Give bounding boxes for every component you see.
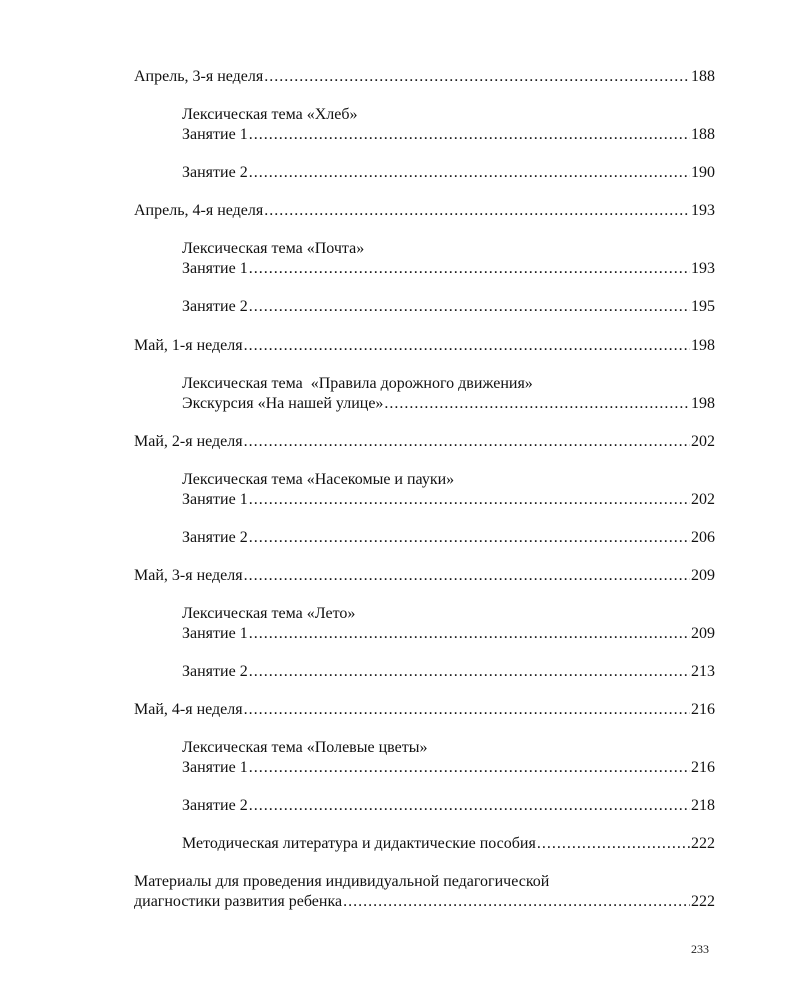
dot-leader bbox=[249, 125, 690, 145]
toc-entry-label: Апрель, 4-я неделя bbox=[134, 202, 264, 219]
toc-topic-mail bbox=[182, 239, 715, 259]
toc-topic-label: Лексическая тема «Хлеб» bbox=[182, 106, 358, 123]
toc-entry-label: Занятие 1 bbox=[182, 759, 248, 776]
dot-leader bbox=[249, 662, 690, 682]
toc-entry-label: Материалы для проведения индивидуальной педагогической bbox=[134, 873, 550, 890]
toc-entry-lesson-2[interactable] bbox=[182, 796, 715, 816]
toc-topic-label: Лексическая тема «Правила дорожного движения» bbox=[182, 375, 533, 392]
dot-leader bbox=[244, 336, 690, 356]
toc-entry-page: 222 bbox=[691, 893, 715, 910]
dot-leader bbox=[264, 67, 690, 87]
toc-entry-label: Занятие 1 bbox=[182, 491, 248, 508]
toc-entry-lesson-1[interactable] bbox=[182, 259, 715, 279]
dot-leader bbox=[249, 490, 690, 510]
toc-entry-may-week-4[interactable] bbox=[134, 700, 715, 720]
dot-leader bbox=[244, 432, 690, 452]
toc-entry-label: Методическая литература и дидактические пособия bbox=[182, 835, 536, 852]
toc-entry-lesson-1[interactable] bbox=[182, 758, 715, 778]
toc-topic-wildflowers bbox=[182, 738, 715, 758]
toc-topic-bread bbox=[182, 105, 715, 125]
toc-entry-label: Экскурсия «На нашей улице» bbox=[182, 395, 384, 412]
toc-entry-page: 218 bbox=[691, 797, 715, 814]
toc-entry-page: 198 bbox=[691, 337, 715, 354]
dot-leader bbox=[244, 700, 690, 720]
toc-entry-lesson-2[interactable] bbox=[182, 662, 715, 682]
toc-entry-label: Занятие 2 bbox=[182, 529, 248, 546]
toc-entry-label: Занятие 2 bbox=[182, 797, 248, 814]
toc-entry-april-week-3[interactable] bbox=[134, 67, 715, 87]
page-number: 233 bbox=[691, 942, 709, 956]
toc-topic-label: Лексическая тема «Почта» bbox=[182, 240, 365, 257]
toc-entry-label: Занятие 2 bbox=[182, 298, 248, 315]
toc-entry-label: Занятие 1 bbox=[182, 625, 248, 642]
toc-entry-page: 202 bbox=[691, 433, 715, 450]
toc-topic-label: Лексическая тема «Насекомые и пауки» bbox=[182, 471, 455, 488]
toc-entry-page: 195 bbox=[691, 298, 715, 315]
toc-entry-label: Апрель, 3-я неделя bbox=[134, 68, 264, 85]
toc-entry-page: 209 bbox=[691, 567, 715, 584]
toc-topic-traffic-rules bbox=[182, 374, 715, 394]
toc-entry-label: Май, 3-я неделя bbox=[134, 567, 243, 584]
toc-entry-lesson-2[interactable] bbox=[182, 297, 715, 317]
toc-entry-may-week-1[interactable] bbox=[134, 336, 715, 356]
toc-entry-page: 222 bbox=[691, 835, 715, 852]
toc-entry-lesson-1[interactable] bbox=[182, 624, 715, 644]
toc-entry-page: 193 bbox=[691, 260, 715, 277]
toc-entry-label: Занятие 1 bbox=[182, 126, 248, 143]
toc-entry-page: 209 bbox=[691, 625, 715, 642]
toc-entry-label: Занятие 1 bbox=[182, 260, 248, 277]
toc-topic-label: Лексическая тема «Полевые цветы» bbox=[182, 739, 428, 756]
toc-entry-page: 213 bbox=[691, 663, 715, 680]
toc-entry-label: Май, 2-я неделя bbox=[134, 433, 243, 450]
toc-entry-diagnostics-line-1 bbox=[134, 872, 715, 892]
toc-entry-page: 206 bbox=[691, 529, 715, 546]
toc-entry-lesson-2[interactable] bbox=[182, 528, 715, 548]
dot-leader bbox=[343, 892, 690, 912]
toc-entry-lesson-2[interactable] bbox=[182, 163, 715, 183]
toc-entry-page: 198 bbox=[691, 395, 715, 412]
dot-leader bbox=[244, 566, 690, 586]
toc-entry-label: Май, 4-я неделя bbox=[134, 701, 243, 718]
toc-entry-page: 193 bbox=[691, 202, 715, 219]
dot-leader bbox=[264, 201, 690, 221]
toc-entry-label: Занятие 2 bbox=[182, 164, 248, 181]
dot-leader bbox=[249, 796, 690, 816]
dot-leader bbox=[249, 163, 690, 183]
dot-leader bbox=[249, 624, 690, 644]
dot-leader bbox=[249, 259, 690, 279]
toc-entry-label: Май, 1-я неделя bbox=[134, 337, 243, 354]
toc-entry-page: 188 bbox=[691, 126, 715, 143]
toc-entry-may-week-2[interactable] bbox=[134, 432, 715, 452]
toc-entry-page: 190 bbox=[691, 164, 715, 181]
toc-entry-lesson-1[interactable] bbox=[182, 125, 715, 145]
toc-topic-summer bbox=[182, 604, 715, 624]
toc-entry-page: 188 bbox=[691, 68, 715, 85]
dot-leader bbox=[249, 297, 690, 317]
toc-entry-may-week-3[interactable] bbox=[134, 566, 715, 586]
toc-entry-page: 216 bbox=[691, 759, 715, 776]
dot-leader bbox=[537, 834, 690, 854]
toc-entry-diagnostics[interactable] bbox=[134, 892, 715, 912]
toc-topic-insects bbox=[182, 470, 715, 490]
toc-entry-page: 202 bbox=[691, 491, 715, 508]
toc-topic-label: Лексическая тема «Лето» bbox=[182, 605, 356, 622]
toc-entry-lesson-1[interactable] bbox=[182, 490, 715, 510]
toc-entry-excursion[interactable] bbox=[182, 394, 715, 414]
toc-entry-methodical-literature[interactable] bbox=[182, 834, 715, 854]
toc-entry-label: диагностики развития ребенка bbox=[134, 893, 343, 910]
dot-leader bbox=[249, 528, 690, 548]
table-of-contents bbox=[134, 67, 715, 912]
toc-entry-page: 216 bbox=[691, 701, 715, 718]
dot-leader bbox=[384, 394, 690, 414]
dot-leader bbox=[249, 758, 690, 778]
toc-entry-april-week-4[interactable] bbox=[134, 201, 715, 221]
toc-entry-label: Занятие 2 bbox=[182, 663, 248, 680]
